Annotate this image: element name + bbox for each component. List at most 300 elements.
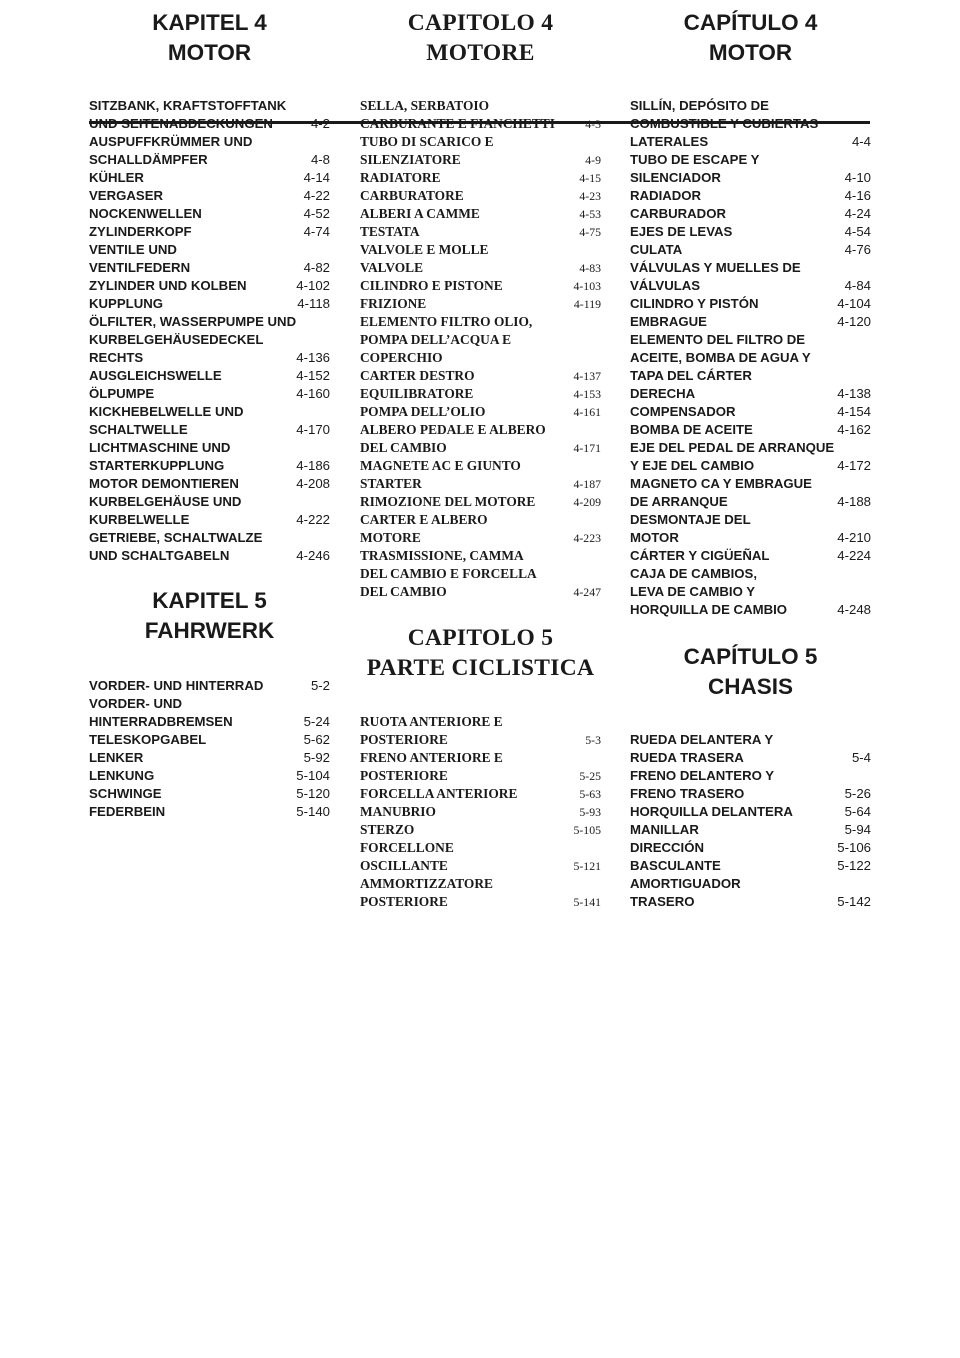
toc-entry-line <box>89 803 330 821</box>
toc-entry-title: CARBURANTE E FIANCHETTI <box>360 116 555 131</box>
toc-entry-line <box>360 713 601 731</box>
toc-entry[interactable] <box>360 385 601 403</box>
toc-entry-line <box>360 731 601 749</box>
toc-entry-title: COMPENSADOR <box>630 404 736 419</box>
toc-entry-title: RADIATORE <box>360 170 441 185</box>
toc-page-number: 4-224 <box>837 548 871 563</box>
toc-entry-line <box>89 677 330 695</box>
toc-entry-title: POMPA DELL’ACQUA E <box>360 332 512 347</box>
chapter-heading-de-4 <box>89 8 330 68</box>
toc-entry-title: ZYLINDER UND KOLBEN <box>89 278 247 293</box>
toc-entry[interactable] <box>630 205 871 223</box>
toc-de-5 <box>89 677 330 821</box>
toc-entry[interactable] <box>630 223 871 241</box>
toc-entry-title: LICHTMASCHINE UND <box>89 440 231 455</box>
toc-page-number: 5-26 <box>844 786 871 801</box>
toc-entry-title: SCHALLDÄMPFER <box>89 152 208 167</box>
toc-entry-title: SILLÍN, DEPÓSITO DE <box>630 98 769 113</box>
toc-entry[interactable] <box>360 511 601 547</box>
toc-entry-title: TUBO DI SCARICO E <box>360 134 494 149</box>
toc-entry-line <box>89 259 330 277</box>
toc-page-number: 4-247 <box>573 585 601 599</box>
toc-entry-title: LENKER <box>89 750 144 765</box>
toc-entry-line <box>630 349 871 367</box>
toc-entry-title: BASCULANTE <box>630 858 721 873</box>
toc-page-number: 5-121 <box>573 859 601 873</box>
toc-entry-line <box>630 475 871 493</box>
toc-entry-title: MOTORE <box>360 530 421 545</box>
toc-entry-title: CARBURATORE <box>360 188 464 203</box>
toc-entry-line <box>360 313 601 331</box>
toc-entry[interactable] <box>360 187 601 205</box>
toc-entry-title: HORQUILLA DELANTERA <box>630 804 793 819</box>
toc-entry-line <box>360 457 601 475</box>
toc-entry-line <box>360 151 601 169</box>
toc-entry[interactable] <box>89 367 330 385</box>
toc-entry-title: VÁLVULAS <box>630 278 701 293</box>
toc-page-number: 4-2 <box>310 116 330 131</box>
toc-entry-line <box>360 169 601 187</box>
toc-entry-line <box>630 457 871 475</box>
toc-entry-line <box>89 731 330 749</box>
toc-entry-line <box>630 331 871 349</box>
toc-entry-line <box>630 565 871 583</box>
toc-page-number: 4-172 <box>837 458 871 473</box>
toc-entry-title: ELEMENTO DEL FILTRO DE <box>630 332 806 347</box>
toc-entry[interactable] <box>630 767 871 803</box>
chapter-title: PARTE CICLISTICA <box>366 655 595 681</box>
toc-entry-line <box>630 115 871 133</box>
toc-entry-title: SCHALTWELLE <box>89 422 188 437</box>
toc-page-number: 4-9 <box>585 153 601 167</box>
toc-entry[interactable] <box>630 97 871 151</box>
toc-entry-title: FRIZIONE <box>360 296 427 311</box>
toc-entry-line <box>89 277 330 295</box>
toc-entry-title: CÁRTER Y CIGÜEÑAL <box>630 548 770 563</box>
toc-entry-title: VORDER- UND <box>89 696 183 711</box>
toc-entry[interactable] <box>360 457 601 493</box>
toc-page-number: 4-161 <box>573 405 601 419</box>
toc-entry-line <box>630 187 871 205</box>
toc-entry-line <box>630 421 871 439</box>
toc-entry-title: MANILLAR <box>630 822 699 837</box>
toc-entry[interactable] <box>360 277 601 295</box>
toc-entry-line <box>89 367 330 385</box>
toc-page-number: 5-2 <box>310 678 330 693</box>
toc-entry-line <box>360 439 601 457</box>
toc-entry-title: SCHWINGE <box>89 786 162 801</box>
toc-entry-line <box>89 331 330 349</box>
toc-entry-title: EJE DEL PEDAL DE ARRANQUE <box>630 440 835 455</box>
toc-entry[interactable] <box>360 133 601 169</box>
toc-entry-line <box>360 331 601 349</box>
toc-entry-title: CARTER E ALBERO <box>360 512 488 527</box>
toc-entry-line <box>89 547 330 565</box>
toc-entry-title: DIRECCIÓN <box>630 840 704 855</box>
toc-entry-title: HORQUILLA DE CAMBIO <box>630 602 788 617</box>
toc-entry-title: COPERCHIO <box>360 350 443 365</box>
toc-entry-line <box>630 767 871 785</box>
toc-entry[interactable] <box>630 803 871 821</box>
toc-entry[interactable] <box>360 875 601 911</box>
toc-entry[interactable] <box>360 821 601 839</box>
toc-page-number: 5-140 <box>296 804 330 819</box>
toc-entry-title: Y EJE DEL CAMBIO <box>630 458 755 473</box>
toc-entry[interactable] <box>89 403 330 439</box>
toc-entry-line <box>360 493 601 511</box>
toc-entry[interactable] <box>630 475 871 511</box>
toc-entry-line <box>360 349 601 367</box>
toc-page-number: 5-3 <box>585 733 601 747</box>
toc-entry-line <box>630 583 871 601</box>
toc-entry-title: RUOTA ANTERIORE E <box>360 714 503 729</box>
toc-entry-title: ZYLINDERKOPF <box>89 224 192 239</box>
toc-entry-title: ÖLFILTER, WASSERPUMPE UND <box>89 314 297 329</box>
toc-entry-title: EMBRAGUE <box>630 314 707 329</box>
toc-entry-line <box>89 767 330 785</box>
toc-entry-line <box>89 439 330 457</box>
toc-page-number: 4-186 <box>296 458 330 473</box>
toc-entry-line <box>89 529 330 547</box>
toc-entry[interactable] <box>89 677 330 695</box>
toc-entry-title: FRENO ANTERIORE E <box>360 750 503 765</box>
toc-page-number: 4-15 <box>579 171 601 185</box>
toc-entry-line <box>360 223 601 241</box>
toc-entry[interactable] <box>89 785 330 803</box>
toc-entry[interactable] <box>360 839 601 875</box>
toc-entry[interactable] <box>89 241 330 277</box>
toc-page-number: 5-94 <box>844 822 871 837</box>
toc-entry[interactable] <box>360 313 601 385</box>
toc-entry-title: VALVOLE <box>360 260 423 275</box>
toc-page-number: 4-137 <box>573 369 601 383</box>
toc-entry[interactable] <box>630 875 871 911</box>
toc-page-number: 4-154 <box>837 404 871 419</box>
toc-entry[interactable] <box>89 187 330 205</box>
toc-page-number: 4-76 <box>844 242 871 257</box>
toc-page-number: 4-82 <box>303 260 330 275</box>
toc-entry-line <box>630 439 871 457</box>
toc-page-number: 5-105 <box>573 823 601 837</box>
toc-entry-line <box>630 313 871 331</box>
toc-entry-title: HINTERRADBREMSEN <box>89 714 233 729</box>
toc-entry-line <box>360 115 601 133</box>
toc-entry-line <box>89 349 330 367</box>
toc-entry-title: FRENO TRASERO <box>630 786 745 801</box>
toc-entry-line <box>89 511 330 529</box>
toc-entry-line <box>360 367 601 385</box>
toc-entry-title: KURBELGEHÄUSEDECKEL <box>89 332 264 347</box>
toc-entry-title: SILENCIADOR <box>630 170 721 185</box>
toc-entry[interactable] <box>89 749 330 767</box>
toc-entry[interactable] <box>630 313 871 331</box>
chapter-number: CAPITOLO 5 <box>407 625 554 651</box>
toc-entry[interactable] <box>630 547 871 565</box>
toc-entry-line <box>360 803 601 821</box>
toc-page-number: 4-246 <box>296 548 330 563</box>
toc-entry[interactable] <box>89 695 330 731</box>
toc-entry[interactable] <box>89 223 330 241</box>
toc-entry-title: CARBURADOR <box>630 206 726 221</box>
toc-entry[interactable] <box>630 187 871 205</box>
toc-entry[interactable] <box>630 295 871 313</box>
toc-entry-title: SITZBANK, KRAFTSTOFFTANK <box>89 98 287 113</box>
chapter-title: MOTOR <box>708 40 793 65</box>
toc-entry[interactable] <box>630 857 871 875</box>
toc-entry[interactable] <box>89 493 330 529</box>
toc-es-5 <box>630 731 871 911</box>
toc-it-5 <box>360 713 601 911</box>
toc-page-number: 4-170 <box>296 422 330 437</box>
toc-entry-title: DESMONTAJE DEL <box>630 512 751 527</box>
toc-page-number: 4-171 <box>573 441 601 455</box>
chapter-heading-it-4 <box>360 8 601 68</box>
toc-entry-line <box>630 893 871 911</box>
toc-entry[interactable] <box>630 259 871 295</box>
toc-entry-line <box>630 295 871 313</box>
toc-page-number: 4-75 <box>579 225 601 239</box>
toc-entry[interactable] <box>360 295 601 313</box>
toc-entry[interactable] <box>360 421 601 457</box>
toc-page-number: 5-25 <box>579 769 601 783</box>
toc-entry-title: FORCELLA ANTERIORE <box>360 786 518 801</box>
toc-entry-title: TESTATA <box>360 224 420 239</box>
toc-entry-line <box>89 187 330 205</box>
toc-entry-line <box>360 295 601 313</box>
toc-entry[interactable] <box>360 97 601 133</box>
toc-page-number: 5-24 <box>303 714 330 729</box>
toc-entry-title: DE ARRANQUE <box>630 494 728 509</box>
toc-page-number: 5-64 <box>844 804 871 819</box>
toc-entry-line <box>360 403 601 421</box>
toc-de-4 <box>89 97 330 565</box>
toc-entry-title: DEL CAMBIO <box>360 584 447 599</box>
toc-entry-line <box>360 875 601 893</box>
toc-entry-title: AMORTIGUADOR <box>630 876 741 891</box>
toc-entry[interactable] <box>360 493 601 511</box>
toc-entry[interactable] <box>360 803 601 821</box>
toc-page-number: 4-160 <box>296 386 330 401</box>
toc-entry-title: TRASERO <box>630 894 695 909</box>
toc-entry-title: STERZO <box>360 822 415 837</box>
toc-entry-title: POSTERIORE <box>360 768 448 783</box>
toc-entry-title: VALVOLE E MOLLE <box>360 242 489 257</box>
toc-entry-line <box>630 169 871 187</box>
toc-entry[interactable] <box>89 803 330 821</box>
toc-entry-title: UND SCHALTGABELN <box>89 548 230 563</box>
toc-entry[interactable] <box>360 713 601 749</box>
toc-entry[interactable] <box>630 331 871 403</box>
toc-entry[interactable] <box>360 169 601 187</box>
toc-entry-line <box>89 313 330 331</box>
toc-entry-line <box>630 803 871 821</box>
toc-page-number: 4-10 <box>844 170 871 185</box>
toc-entry-line <box>630 547 871 565</box>
toc-entry-line <box>89 457 330 475</box>
toc-entry-title: RIMOZIONE DEL MOTORE <box>360 494 536 509</box>
toc-entry-title: MANUBRIO <box>360 804 436 819</box>
toc-entry-line <box>360 259 601 277</box>
toc-entry[interactable] <box>89 529 330 565</box>
toc-entry-line <box>89 205 330 223</box>
toc-entry-title: EJES DE LEVAS <box>630 224 733 239</box>
toc-entry[interactable] <box>360 785 601 803</box>
toc-entry[interactable] <box>89 475 330 493</box>
toc-entry[interactable] <box>89 169 330 187</box>
toc-page-number: 4-136 <box>296 350 330 365</box>
toc-page-number: 4-188 <box>837 494 871 509</box>
toc-entry-line <box>89 695 330 713</box>
toc-entry-title: LATERALES <box>630 134 709 149</box>
toc-entry-title: AUSPUFFKRÜMMER UND <box>89 134 253 149</box>
toc-page-number: 4-74 <box>303 224 330 239</box>
toc-entry-line <box>360 421 601 439</box>
chapter-heading-es-4 <box>630 8 871 68</box>
toc-page-number: 5-122 <box>837 858 871 873</box>
toc-entry-title: TUBO DE ESCAPE Y <box>630 152 760 167</box>
toc-entry-line <box>360 785 601 803</box>
toc-entry-line <box>360 97 601 115</box>
toc-page-number: 4-138 <box>837 386 871 401</box>
toc-entry-line <box>630 785 871 803</box>
toc-entry[interactable] <box>360 749 601 785</box>
toc-entry[interactable] <box>630 403 871 421</box>
toc-page-number: 4-223 <box>573 531 601 545</box>
toc-page-number: 4-3 <box>585 117 601 131</box>
toc-entry-title: RADIADOR <box>630 188 702 203</box>
toc-entry-title: RUEDA DELANTERA Y <box>630 732 774 747</box>
toc-entry[interactable] <box>89 97 330 133</box>
toc-entry-line <box>360 385 601 403</box>
toc-entry-line <box>630 493 871 511</box>
toc-page-number: 4-153 <box>573 387 601 401</box>
toc-entry[interactable] <box>630 511 871 547</box>
toc-entry-line <box>89 97 330 115</box>
chapter-number: KAPITEL 4 <box>152 10 267 35</box>
toc-page-number: 5-93 <box>579 805 601 819</box>
toc-entry-line <box>630 821 871 839</box>
toc-entry-line <box>630 601 871 619</box>
toc-page-number: 4-152 <box>296 368 330 383</box>
toc-entry[interactable] <box>630 565 871 619</box>
toc-entry-line <box>630 259 871 277</box>
toc-entry[interactable] <box>89 385 330 403</box>
toc-page-number: 4-104 <box>837 296 871 311</box>
toc-entry-title: RECHTS <box>89 350 144 365</box>
toc-entry-title: ALBERI A CAMME <box>360 206 480 221</box>
toc-page-number: 4-14 <box>303 170 330 185</box>
toc-entry-line <box>89 493 330 511</box>
toc-page-number: 5-142 <box>837 894 871 909</box>
toc-entry[interactable] <box>360 205 601 223</box>
toc-entry-title: MAGNETO CA Y EMBRAGUE <box>630 476 812 491</box>
toc-entry-title: ÖLPUMPE <box>89 386 155 401</box>
toc-page-number: 5-63 <box>579 787 601 801</box>
toc-entry[interactable] <box>360 241 601 277</box>
toc-entry[interactable] <box>630 439 871 475</box>
toc-entry-title: AUSGLEICHSWELLE <box>89 368 222 383</box>
toc-entry-line <box>89 385 330 403</box>
toc-page-number: 4-24 <box>844 206 871 221</box>
toc-entry[interactable] <box>630 151 871 187</box>
toc-entry-line <box>360 529 601 547</box>
toc-entry-line <box>89 421 330 439</box>
toc-it-4 <box>360 97 601 601</box>
toc-entry-title: MOTOR DEMONTIEREN <box>89 476 239 491</box>
toc-entry-title: LEVA DE CAMBIO Y <box>630 584 756 599</box>
toc-es-4 <box>630 97 871 619</box>
toc-entry-title: GETRIEBE, SCHALTWALZE <box>89 530 263 545</box>
toc-entry-title: VÁLVULAS Y MUELLES DE <box>630 260 801 275</box>
toc-entry-title: DERECHA <box>630 386 696 401</box>
toc-entry-title: LENKUNG <box>89 768 155 783</box>
toc-entry-line <box>89 151 330 169</box>
toc-entry-title: TRASMISSIONE, CAMMA <box>360 548 524 563</box>
toc-entry[interactable] <box>630 421 871 439</box>
toc-entry[interactable] <box>89 277 330 295</box>
chapter-number: KAPITEL 5 <box>152 588 267 613</box>
toc-entry-line <box>89 115 330 133</box>
toc-page-number: 4-162 <box>837 422 871 437</box>
toc-entry[interactable] <box>89 133 330 169</box>
toc-entry[interactable] <box>360 223 601 241</box>
toc-entry-line <box>630 403 871 421</box>
toc-page-number: 5-106 <box>837 840 871 855</box>
toc-page-number: 4-210 <box>837 530 871 545</box>
toc-entry-line <box>89 749 330 767</box>
toc-entry-line <box>630 133 871 151</box>
toc-entry-line <box>630 749 871 767</box>
toc-entry[interactable] <box>89 439 330 475</box>
toc-entry-title: FRENO DELANTERO Y <box>630 768 775 783</box>
toc-entry[interactable] <box>630 821 871 839</box>
toc-entry[interactable] <box>360 547 601 601</box>
toc-entry-title: MAGNETE AC E GIUNTO <box>360 458 521 473</box>
toc-entry-title: POSTERIORE <box>360 732 448 747</box>
toc-entry-line <box>89 475 330 493</box>
toc-entry-title: MOTOR <box>630 530 679 545</box>
toc-entry[interactable] <box>630 731 871 767</box>
toc-page-number: 4-16 <box>844 188 871 203</box>
toc-page-number: 4-83 <box>579 261 601 275</box>
toc-entry[interactable] <box>89 313 330 367</box>
toc-entry-title: VENTILFEDERN <box>89 260 191 275</box>
toc-entry-line <box>89 713 330 731</box>
toc-entry[interactable] <box>89 295 330 313</box>
chapter-heading-es-5 <box>630 642 871 702</box>
toc-entry[interactable] <box>89 731 330 749</box>
toc-entry-title: RUEDA TRASERA <box>630 750 744 765</box>
toc-page-number: 4-119 <box>573 297 601 311</box>
toc-entry[interactable] <box>360 403 601 421</box>
toc-entry-title: CILINDRO E PISTONE <box>360 278 503 293</box>
toc-entry-line <box>630 731 871 749</box>
toc-entry[interactable] <box>89 205 330 223</box>
toc-entry[interactable] <box>89 767 330 785</box>
toc-page-number: 4-102 <box>296 278 330 293</box>
toc-entry[interactable] <box>630 839 871 857</box>
toc-entry-title: ACEITE, BOMBA DE AGUA Y <box>630 350 811 365</box>
toc-entry-line <box>630 205 871 223</box>
toc-entry-title: ELEMENTO FILTRO OLIO, <box>360 314 533 329</box>
toc-entry[interactable] <box>630 241 871 259</box>
chapter-number: CAPITOLO 4 <box>407 10 554 36</box>
toc-entry-line <box>630 839 871 857</box>
toc-entry-title: TELESKOPGABEL <box>89 732 207 747</box>
toc-entry-line <box>630 367 871 385</box>
toc-page-number: 4-52 <box>303 206 330 221</box>
toc-entry-line <box>360 133 601 151</box>
